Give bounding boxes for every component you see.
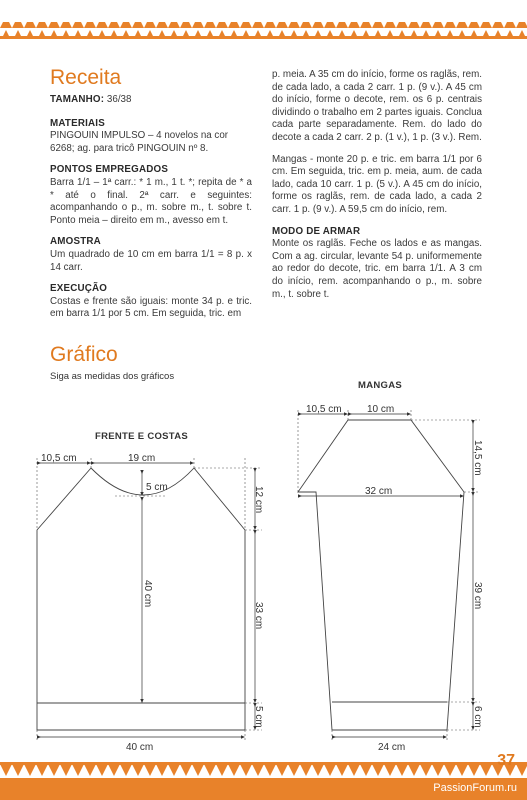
front-dim-raglan: 12 cm (253, 486, 264, 514)
modo-text: Monte os raglãs. Feche os lados e as mangas. Com a ag. circular, levante 54 p. uniformemente ao redor do decote, tric. em barra 1/1. A 3 cm do início, rem. acompanhando o p., m. sobre m., t. sobre t. (272, 238, 482, 300)
front-diagram-title: FRENTE E COSTAS (95, 431, 188, 442)
right-paragraph-2: Mangas - monte 20 p. e tric. em barra 1/1 por 6 cm. Em seguida, tric. em p. meia, aum. de cada lado, cada 10 carr. 1 p. (5 v.). A 45 cm do início, forme os raglãs, rem. de cada lado, a cada 2 carr. 1 p. (9 v.). A 59,5 cm do início, rem. (272, 153, 482, 215)
sleeve-diagram-title: MANGAS (358, 380, 403, 391)
front-dim-body-height: 40 cm (142, 580, 153, 608)
pontos-heading: PONTOS EMPREGADOS (50, 164, 169, 176)
materiais-heading: MATERIAIS (50, 117, 105, 129)
tamanho-label: TAMANHO: (50, 94, 105, 105)
watermark: PassionForum.ru (433, 782, 517, 794)
sleeve-dim-bottom: 24 cm (378, 742, 406, 753)
sleeve-outline (298, 420, 464, 730)
execucao-heading: EXECUÇÃO (50, 283, 108, 295)
grafico-title: Gráfico (50, 343, 118, 366)
amostra-text: Um quadrado de 10 cm em barra 1/1 = 8 p. x 14 carr. (50, 248, 252, 273)
amostra-heading: AMOSTRA (50, 236, 101, 248)
grafico-caption: Siga as medidas dos gráficos (50, 371, 175, 382)
pontos-text: Barra 1/1 – 1ª carr.: * 1 m., 1 t. *; repita de * a * até o final. 2ª carr. e seguintes: acompanhando o p., m. sobre m., t. sobre t. Ponto meia – direito em m., avesso em t. (50, 176, 252, 226)
sleeve-dim-top-left: 10,5 cm (306, 404, 342, 415)
front-dim-shoulder: 10,5 cm (41, 453, 77, 464)
sleeve-dim-band: 6 cm (472, 706, 483, 728)
sleeve-dim-raglan: 14,5 cm (472, 440, 483, 476)
tamanho-value: 36/38 (104, 94, 132, 105)
front-dim-neck-width: 19 cm (128, 453, 156, 464)
front-dim-width: 40 cm (126, 742, 154, 753)
sleeve-dim-top: 10 cm (367, 404, 395, 415)
front-dim-side-height: 33 cm (253, 602, 264, 630)
front-back-outline (37, 468, 245, 730)
modo-heading: MODO DE ARMAR (272, 225, 361, 237)
sleeve-dim-width: 32 cm (365, 486, 393, 497)
execucao-text: Costas e frente são iguais: monte 34 p. e tric. em barra 1/1 por 5 cm. Em seguida, tric. em (50, 295, 252, 320)
front-dim-neck-depth: 5 cm (146, 482, 168, 493)
front-dim-band: 5 cm (253, 706, 264, 728)
right-paragraph-1: p. meia. A 35 cm do início, forme os raglãs, rem. de cada lado, a cada 2 carr. 1 p. (9 v.). A 45 cm do início, forme o decote, rem. os 6 p. centrais dividindo o trabalho em 2 partes iguais. Conclua cada parte separadamente. Rem. do lado do decote a cada 2 carr. 2 p. (1 v.), 1 p. (3 v.). Rem. (272, 69, 482, 143)
sleeve-dim-length: 39 cm (472, 582, 483, 610)
page-number: 37 (497, 752, 515, 769)
receita-title: Receita (50, 66, 122, 89)
materiais-text: PINGOUIN IMPULSO – 4 novelos na cor 6268; ag. para tricô PINGOUIN nº 8. (50, 130, 229, 154)
